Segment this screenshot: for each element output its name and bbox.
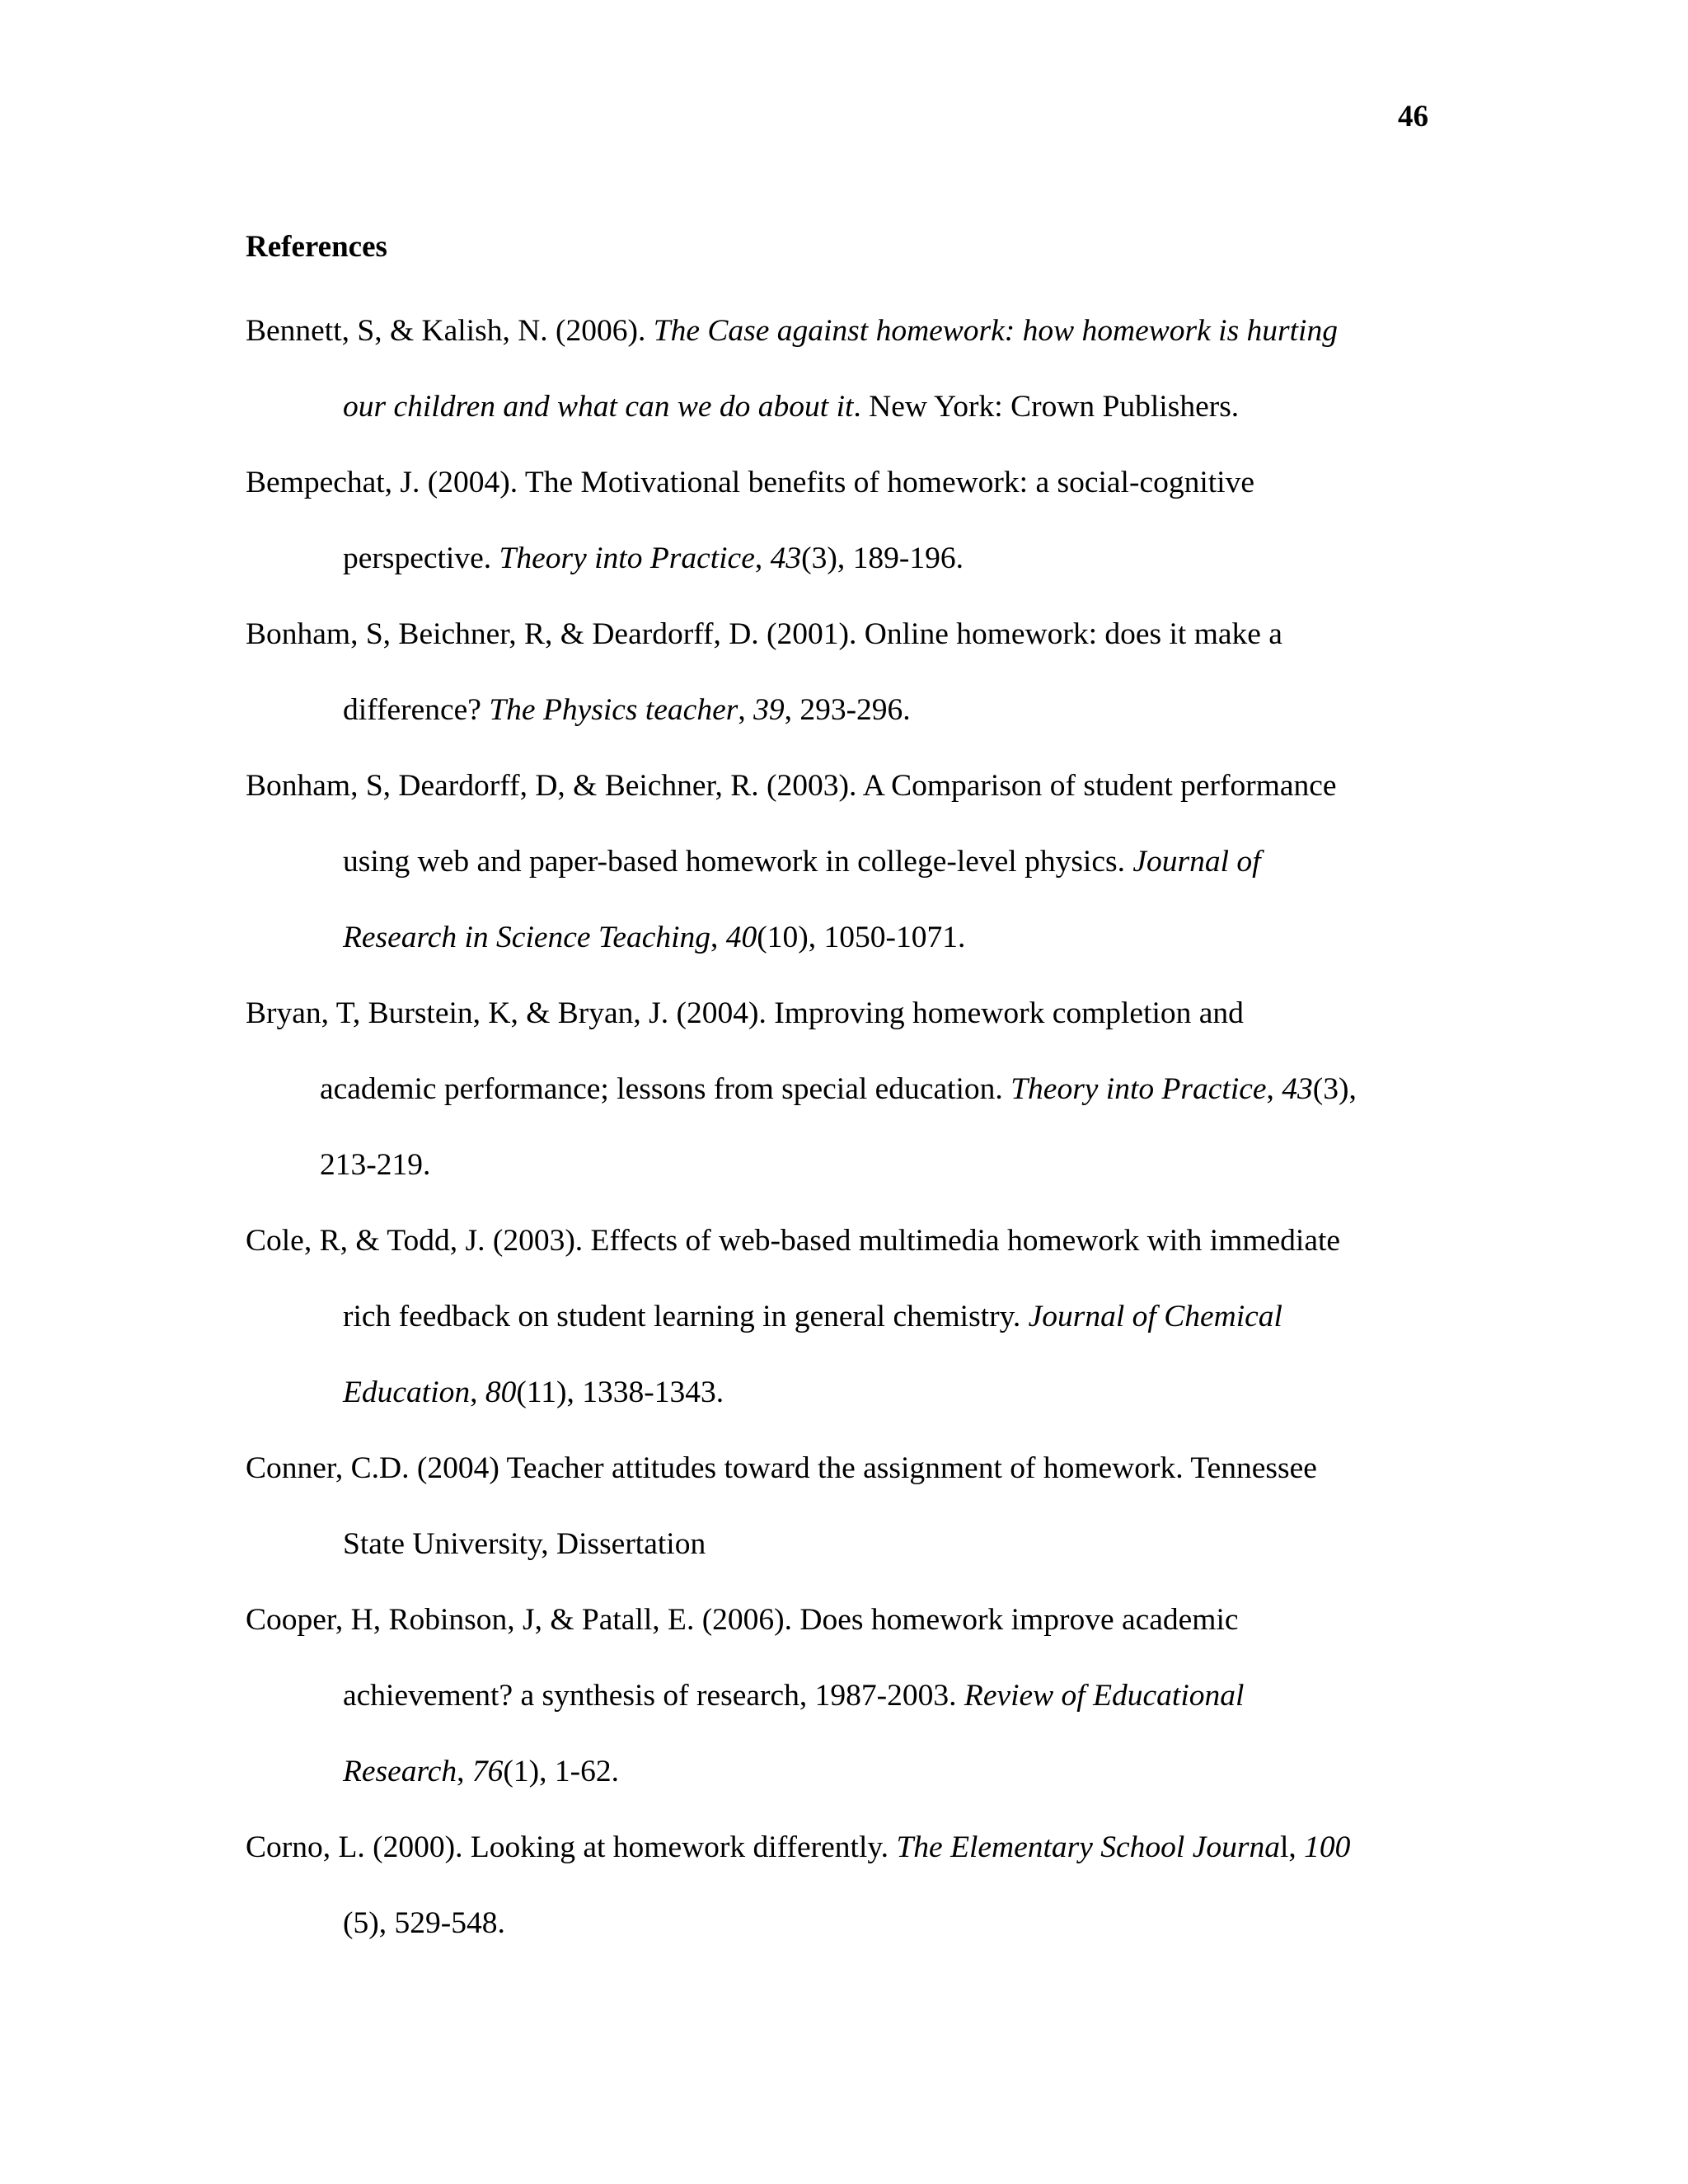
reference-line: using web and paper-based homework in college-level physics. Journal of <box>343 845 1261 879</box>
reference-line: Cole, R, & Todd, J. (2003). Effects of web-based multimedia homework with immediate <box>246 1224 1341 1258</box>
reference-line: Bonham, S, Deardorff, D, & Beichner, R. (2003). A Comparison of student performance <box>246 769 1337 803</box>
reference-line: academic performance; lessons from special education. Theory into Practice, 43(3), <box>320 1072 1357 1106</box>
reference-line: difference? The Physics teacher, 39, 293-296. <box>343 693 911 727</box>
reference-line: Bonham, S, Beichner, R, & Deardorff, D. (2001). Online homework: does it make a <box>246 617 1282 651</box>
reference-line: rich feedback on student learning in general chemistry. Journal of Chemical <box>343 1300 1282 1333</box>
references-heading: References <box>246 230 387 264</box>
reference-line: Bennett, S, & Kalish, N. (2006). The Case against homework: how homework is hurting <box>246 314 1338 348</box>
page-number: 46 <box>1398 100 1428 134</box>
reference-line: Bempechat, J. (2004). The Motivational benefits of homework: a social-cognitive <box>246 466 1254 499</box>
reference-line: achievement? a synthesis of research, 1987-2003. Review of Educational <box>343 1679 1245 1713</box>
reference-list <box>246 303 1432 1971</box>
reference-line: State University, Dissertation <box>343 1527 706 1561</box>
reference-line: Cooper, H, Robinson, J, & Patall, E. (2006). Does homework improve academic <box>246 1603 1239 1637</box>
reference-line: Corno, L. (2000). Looking at homework differently. The Elementary School Journal, 100 <box>246 1830 1351 1864</box>
reference-line: Research in Science Teaching, 40(10), 1050-1071. <box>343 921 966 954</box>
reference-line: Education, 80(11), 1338-1343. <box>343 1376 724 1409</box>
reference-line: 213-219. <box>320 1148 431 1182</box>
reference-line: (5), 529-548. <box>343 1906 505 1940</box>
reference-line: our children and what can we do about it. New York: Crown Publishers. <box>343 390 1240 424</box>
reference-line: Bryan, T, Burstein, K, & Bryan, J. (2004). Improving homework completion and <box>246 996 1244 1030</box>
reference-line: Conner, C.D. (2004) Teacher attitudes toward the assignment of homework. Tennessee <box>246 1451 1317 1485</box>
reference-line: perspective. Theory into Practice, 43(3), 189-196. <box>343 541 964 575</box>
reference-line: Research, 76(1), 1-62. <box>343 1755 619 1788</box>
